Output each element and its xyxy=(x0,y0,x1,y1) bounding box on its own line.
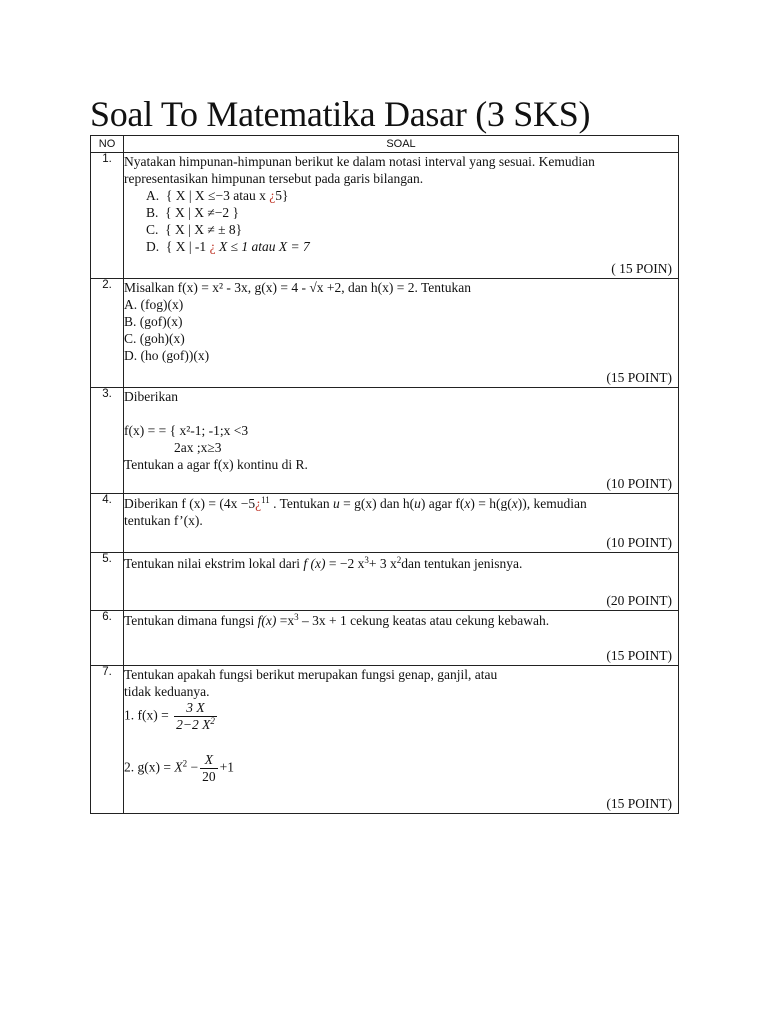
table-row xyxy=(91,494,679,553)
row-number: 5. xyxy=(91,553,124,611)
question-cell xyxy=(124,279,679,388)
question-item: B. (gof)(x) xyxy=(124,314,183,329)
table-row xyxy=(91,611,679,666)
option-c: C. { X | X ≠ ± 8} xyxy=(146,222,243,237)
question-item: D. (ho (gof))(x) xyxy=(124,348,210,363)
question-cell xyxy=(124,553,679,611)
point-label: ( 15 POIN) xyxy=(611,261,672,276)
question-cell xyxy=(124,153,679,279)
point-label: (15 POINT) xyxy=(606,370,672,385)
point-label: (15 POINT) xyxy=(606,648,672,663)
table-row xyxy=(91,388,679,494)
page-title: Soal To Matematika Dasar (3 SKS) xyxy=(90,94,591,134)
table-header-row xyxy=(91,136,679,153)
row-number: 7. xyxy=(91,666,124,814)
table-row xyxy=(91,553,679,611)
header-no: NO xyxy=(91,136,124,153)
header-soal: SOAL xyxy=(124,136,679,153)
point-label: (15 POINT) xyxy=(606,796,672,811)
option-a: A. { X | X ≤−3 atau x ¿5} xyxy=(146,188,289,203)
row-number: 6. xyxy=(91,611,124,666)
point-label: (20 POINT) xyxy=(606,593,672,608)
fraction: $\frac{X}{20}$ xyxy=(202,752,216,784)
question-cell xyxy=(124,666,679,814)
question-text: Nyatakan himpunan-himpunan berikut ke dalam notasi interval yang sesuai. Kemudian xyxy=(124,154,595,169)
question-text: representasikan himpunan tersebut pada garis bilangan. xyxy=(124,171,424,186)
question-text: tidak keduanya. xyxy=(124,684,210,699)
question-text: Tentukan a agar f(x) kontinu di R. xyxy=(124,457,308,472)
point-label: (10 POINT) xyxy=(606,476,672,491)
point-label: (10 POINT) xyxy=(606,535,672,550)
option-d: D. { X | -1 ¿ X ≤ 1 atau X = 7 xyxy=(146,239,310,254)
blank-line xyxy=(124,405,678,422)
question-cell xyxy=(124,494,679,553)
piecewise-line-1: f(x) = = { x²-1; -1;x <3 xyxy=(124,423,249,438)
function-2: 2. $g(x) = X^2$ − $\frac{X}{20}$ +1 xyxy=(124,752,234,784)
table-row xyxy=(91,153,679,279)
question-cell xyxy=(124,388,679,494)
question-item: A. (fog)(x) xyxy=(124,297,184,312)
function-1: 1. f(x) = $\frac{3 X}{2-2 X^2}$ xyxy=(124,700,215,732)
table-row xyxy=(91,279,679,388)
piecewise-line-2: 2ax ;x≥3 xyxy=(174,440,222,455)
option-b: B. { X | X ≠−2 } xyxy=(146,205,239,220)
question-text: Diberikan f (x) = (4x −5¿$^{11}$ . Tentukan u = g(x) dan h(u) agar f(x) = h(g(x)), kemudian xyxy=(124,495,587,511)
fraction: $\frac{3 X}{2-2 X^2}$ xyxy=(176,700,215,732)
table-row xyxy=(91,666,679,814)
question-text: Tentukan nilai ekstrim lokal dari f (x) = −2 $x^3+ 3$ $x^2dan$ tentukan jenisnya. xyxy=(124,555,523,571)
row-number: 2. xyxy=(91,279,124,388)
question-text: Tentukan apakah fungsi berikut merupakan fungsi genap, ganjil, atau xyxy=(124,667,498,682)
row-number: 4. xyxy=(91,494,124,553)
question-text: Misalkan f(x) = x² - 3x, g(x) = 4 - √x +2, dan h(x) = 2. Tentukan xyxy=(124,280,472,295)
row-number: 3. xyxy=(91,388,124,494)
question-item: C. (goh)(x) xyxy=(124,331,185,346)
question-cell xyxy=(124,611,679,666)
question-text: Diberikan xyxy=(124,389,178,404)
row-number: 1. xyxy=(91,153,124,279)
question-text: tentukan f’(x). xyxy=(124,513,203,528)
question-text: Tentukan dimana fungsi $f(x) =x^3 - 3x + 1$ cekung keatas atau cekung kebawah. xyxy=(124,612,550,628)
soal-table xyxy=(90,135,679,814)
